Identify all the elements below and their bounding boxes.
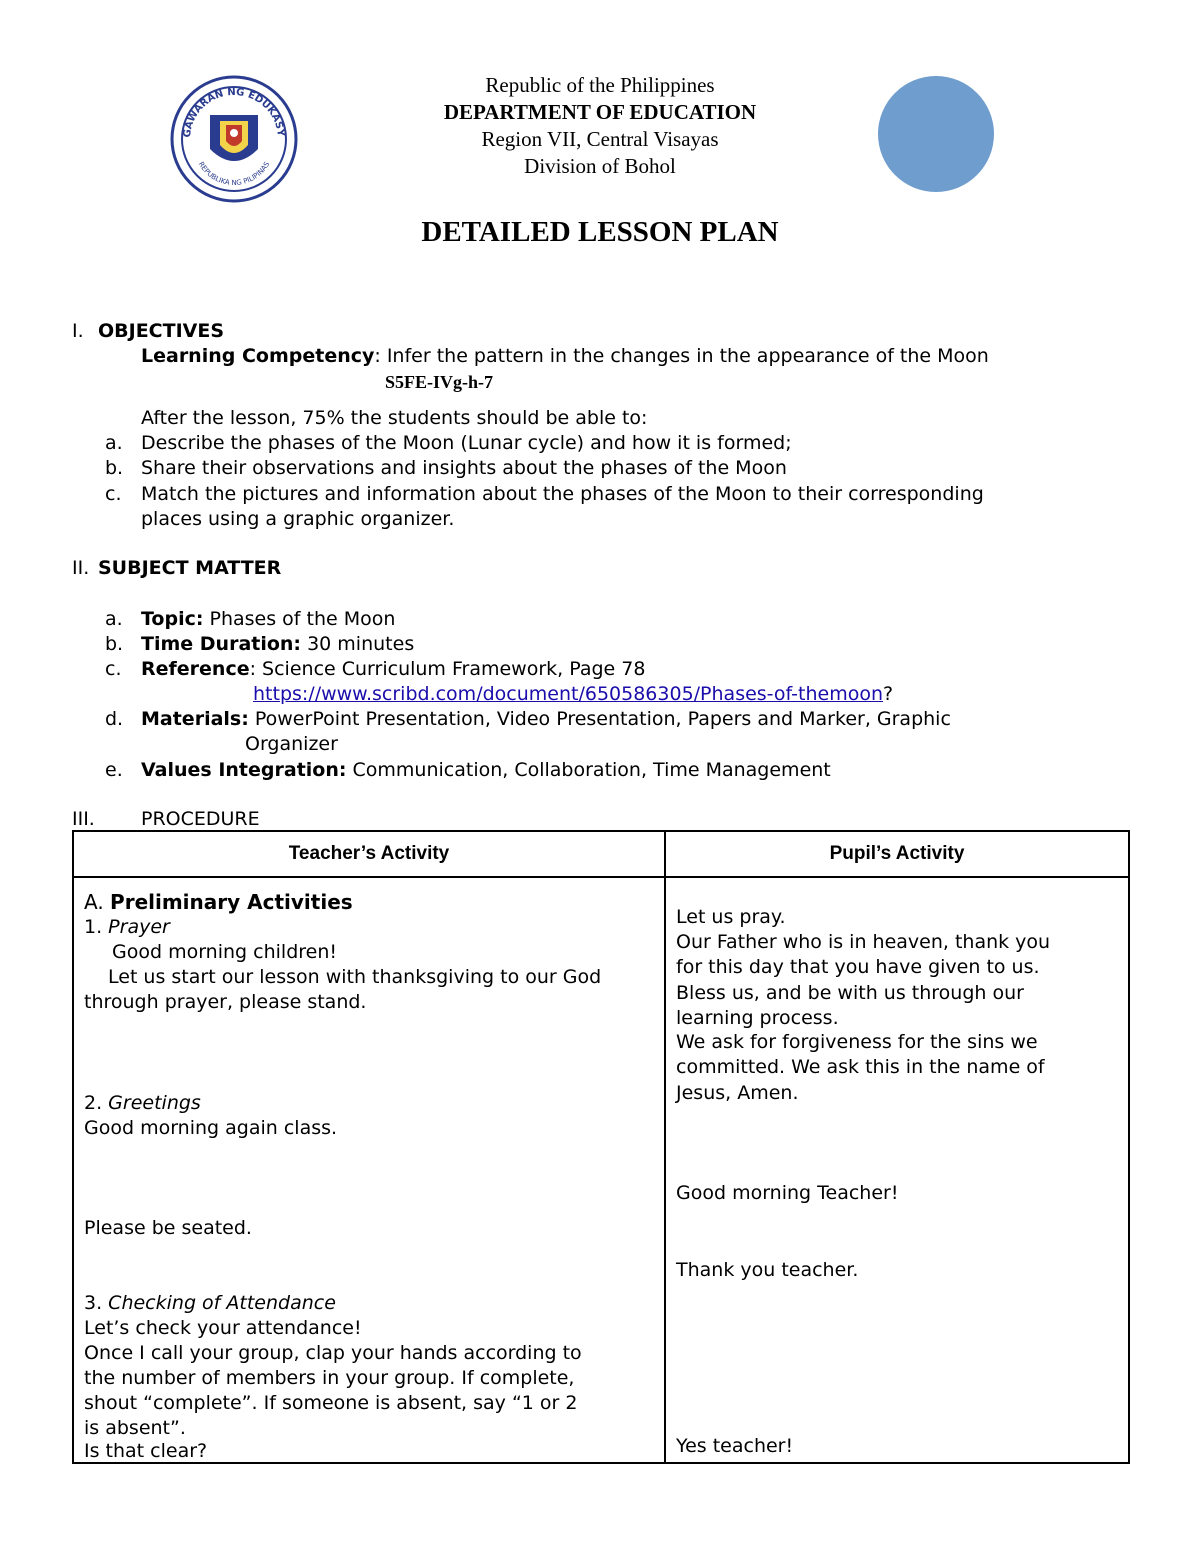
objective-item-c: Match the pictures and information about the phases of the Moon to their corresponding (141, 483, 984, 505)
objectives-intro: After the lesson, 75% the students should be able to: (141, 407, 648, 429)
objective-marker-a: a. (105, 432, 123, 454)
objectives-numeral: I. (72, 320, 84, 342)
header-region: Region VII, Central Visayas (481, 127, 719, 151)
procedure-heading: PROCEDURE (141, 808, 260, 830)
subject-marker-b: b. (105, 633, 124, 655)
subject-marker-d: d. (105, 708, 124, 730)
pupil-line-6: We ask for forgiveness for the sins we (676, 1031, 1038, 1053)
subject-reference (141, 656, 645, 682)
objective-item-b: Share their observations and insights about the phases of the Moon (141, 457, 787, 479)
objectives-heading: OBJECTIVES (98, 320, 225, 342)
preliminary-title: Preliminary Activities (110, 890, 353, 914)
materials-value: PowerPoint Presentation, Video Presentation, Papers and Marker, Graphic (248, 708, 951, 730)
logo-text-bottom: REPUBLIKA NG PILIPINAS (196, 160, 272, 188)
reference-value: : Science Curriculum Framework, Page 78 (249, 658, 646, 680)
att-num: 3. (84, 1292, 109, 1314)
values-label: Values Integration: (141, 759, 347, 781)
header-republic: Republic of the Philippines (485, 73, 715, 97)
pupil-line-8: Jesus, Amen. (676, 1082, 799, 1104)
subject-numeral: II. (72, 557, 90, 579)
prayer-heading (84, 915, 170, 940)
pupil-line-7: committed. We ask this in the name of (676, 1056, 1045, 1078)
reference-label: Reference (141, 658, 250, 680)
attendance-line-2: Once I call your group, clap your hands according to (84, 1342, 582, 1364)
pupil-line-5: learning process. (676, 1007, 839, 1029)
subject-heading: SUBJECT MATTER (98, 557, 282, 579)
col-pupil-activity: Pupil’s Activity (665, 831, 1129, 877)
header-department: DEPARTMENT OF EDUCATION (443, 100, 757, 124)
greetings-line-1: Good morning again class. (84, 1117, 338, 1139)
materials-label: Materials: (141, 708, 249, 730)
preliminary-marker: A. (84, 890, 111, 914)
objective-item-a: Describe the phases of the Moon (Lunar cycle) and how it is formed; (141, 432, 792, 454)
reference-link[interactable]: https://www.scribd.com/document/650586305/Phases-of-themoon (253, 683, 884, 705)
header-block (300, 72, 900, 180)
prayer-title: Prayer (108, 916, 170, 938)
attendance-line-1: Let’s check your attendance! (84, 1317, 362, 1339)
greet-title: Greetings (108, 1092, 201, 1114)
procedure-numeral: III. (72, 808, 95, 830)
header-division: Division of Bohol (524, 154, 676, 178)
attendance-heading (84, 1291, 336, 1316)
pupil-line-2: Our Father who is in heaven, thank you (676, 931, 1051, 953)
seated-line: Please be seated. (84, 1217, 252, 1239)
deped-seal-logo (170, 75, 298, 203)
greetings-heading (84, 1091, 201, 1116)
topic-label: Topic: (141, 608, 204, 630)
reference-link-suffix: ? (883, 683, 894, 705)
teacher-cell (73, 877, 665, 1463)
objective-item-c-cont: places using a graphic organizer. (141, 508, 455, 530)
attendance-line-5: is absent”. (84, 1417, 186, 1439)
pupil-cell (665, 877, 1129, 1463)
pupil-line-9: Good morning Teacher! (676, 1182, 899, 1204)
reference-link-line (253, 681, 893, 707)
pupil-line-11: Yes teacher! (676, 1435, 794, 1457)
objective-marker-c: c. (105, 483, 122, 505)
preliminary-heading (84, 890, 353, 915)
subject-duration (141, 631, 414, 657)
subject-marker-c: c. (105, 658, 122, 680)
prayer-line-2: Let us start our lesson with thanksgiving to our God (108, 966, 602, 988)
procedure-table (72, 830, 1130, 1464)
page-title: DETAILED LESSON PLAN (421, 216, 779, 248)
topic-value: Phases of the Moon (203, 608, 396, 630)
pupil-line-10: Thank you teacher. (676, 1259, 859, 1281)
objective-marker-b: b. (105, 457, 124, 479)
pupil-line-4: Bless us, and be with us through our (676, 982, 1024, 1004)
school-logo-placeholder (878, 76, 994, 192)
duration-value: 30 minutes (301, 633, 415, 655)
materials-cont: Organizer (245, 733, 338, 755)
subject-marker-e: e. (105, 759, 123, 781)
prayer-line-1: Good morning children! (112, 941, 337, 963)
col-teacher-activity: Teacher’s Activity (73, 831, 665, 877)
attendance-line-3: the number of members in your group. If complete, (84, 1367, 575, 1389)
competency-code: S5FE-IVg-h-7 (385, 372, 494, 392)
duration-label: Time Duration: (141, 633, 302, 655)
competency-label: Learning Competency (141, 345, 375, 367)
subject-values (141, 757, 831, 783)
subject-materials (141, 706, 951, 732)
attendance-line-4: shout “complete”. If someone is absent, say “1 or 2 (84, 1392, 578, 1414)
table-row (73, 877, 1129, 1463)
greet-num: 2. (84, 1092, 109, 1114)
learning-competency (141, 343, 989, 369)
values-value: Communication, Collaboration, Time Management (346, 759, 831, 781)
attendance-line-6: Is that clear? (84, 1440, 208, 1462)
logo-text-top: GAWARAN NG EDUKASY (181, 86, 286, 139)
table-header-row (73, 831, 1129, 877)
subject-topic (141, 606, 395, 632)
competency-text: : Infer the pattern in the changes in the appearance of the Moon (374, 345, 989, 367)
prayer-line-3: through prayer, please stand. (84, 991, 367, 1013)
pupil-line-3: for this day that you have given to us. (676, 956, 1040, 978)
subject-marker-a: a. (105, 608, 123, 630)
att-title: Checking of Attendance (108, 1292, 336, 1314)
pupil-line-1: Let us pray. (676, 906, 786, 928)
prayer-num: 1. (84, 916, 109, 938)
